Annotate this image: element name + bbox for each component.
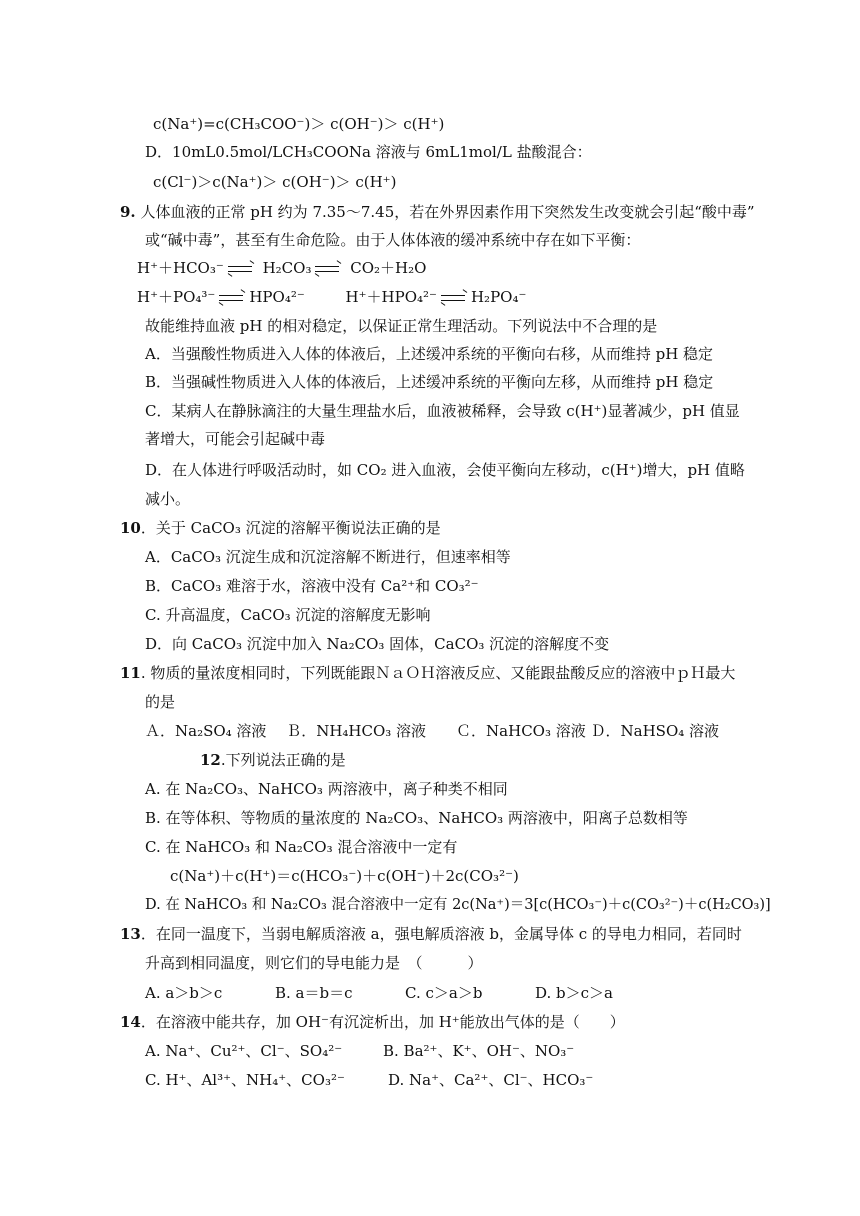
question-12-option-a: A. 在 Na₂CO₃、NaHCO₃ 两溶液中，离子种类不相同 (145, 780, 508, 798)
question-10-number: 10 (120, 519, 141, 537)
question-9-option-c: C．某病人在静脉滴注的大量生理盐水后，血液被稀释，会导致 c(H⁺)显著减少，pH 值显 (145, 402, 740, 420)
question-10-option-a: A．CaCO₃ 沉淀生成和沉淀溶解不断进行，但速率相等 (145, 548, 511, 566)
question-14-number: 14 (120, 1013, 141, 1031)
question-10-stem: 10．关于 CaCO₃ 沉淀的溶解平衡说法正确的是 (120, 519, 441, 537)
question-9-option-d: D．在人体进行呼吸活动时，如 CO₂ 进入血液，会使平衡向左移动，c(H⁺)增大，pH 值略 (145, 461, 745, 479)
question-9-number: 9. (120, 203, 136, 221)
question-14-option-a: A. Na⁺、Cu²⁺、Cl⁻、SO₄²⁻ (145, 1042, 343, 1060)
question-12-option-d: D. 在 NaHCO₃ 和 Na₂CO₃ 混合溶液中一定有 2c(Na⁺)＝3[c(HCO₃⁻)＋c(CO₃²⁻)＋c(H₂CO₃)] (145, 897, 771, 913)
question-13-option-d: D. b＞c＞a (535, 984, 613, 1002)
question-11-stem-2: 的是 (145, 693, 176, 711)
question-11-stem: 11. 物质的量浓度相同时，下列既能跟ＮａＯＨ溶液反应、又能跟盐酸反应的溶液中ｐＨ最大 (120, 664, 736, 682)
option-c-condition: c(Na⁺)=c(CH₃COO⁻)＞ c(OH⁻)＞ c(H⁺) (153, 115, 445, 133)
question-12-number: 12 (200, 751, 221, 769)
question-9-option-a: A．当强酸性物质进入人体的体液后，上述缓冲系统的平衡向右移，从而维持 pH 稳定 (145, 345, 714, 363)
question-10-option-c: C. 升高温度，CaCO₃ 沉淀的溶解度无影响 (145, 606, 431, 624)
option-d-text: D．10mL0.5mol/LCH₃COONa 溶液与 6mL1mol/L 盐酸混合： (145, 143, 592, 161)
question-13-number: 13 (120, 925, 141, 943)
question-13-option-a: A. a＞b＞c (145, 984, 223, 1002)
option-d-condition: c(Cl⁻)＞c(Na⁺)＞ c(OH⁻)＞ c(H⁺) (153, 173, 397, 191)
equilibrium-2: H⁺＋PO₄³⁻ HPO₄²⁻ H⁺＋HPO₄²⁻ H₂PO₄⁻ (137, 288, 527, 306)
equilibrium-1: H⁺＋HCO₃⁻ H₂CO₃ CO₂＋H₂O (137, 259, 427, 277)
question-14-option-c: C. H⁺、Al³⁺、NH₄⁺、CO₃²⁻ (145, 1071, 345, 1089)
question-13-stem: 13．在同一温度下，当弱电解质溶液 a，强电解质溶液 b，金属导体 c 的导电力相同，若同时 (120, 925, 742, 943)
equilibrium-arrow-icon (441, 292, 467, 304)
question-11-number: 11 (120, 664, 141, 682)
question-11-options: Ａ．Na₂SO₄ 溶液 Ｂ．NH₄HCO₃ 溶液 Ｃ．NaHCO₃ 溶液 Ｄ．NaHSO₄ 溶液 (145, 722, 720, 740)
question-14-option-d: D. Na⁺、Ca²⁺、Cl⁻、HCO₃⁻ (388, 1071, 594, 1089)
question-14-option-b: B. Ba²⁺、K⁺、OH⁻、NO₃⁻ (383, 1042, 575, 1060)
question-14-stem: 14．在溶液中能共存，加 OH⁻有沉淀析出，加 H⁺能放出气体的是（ ） (120, 1013, 625, 1031)
question-12-option-c-formula: c(Na⁺)＋c(H⁺)＝c(HCO₃⁻)＋c(OH⁻)＋2c(CO₃²⁻) (170, 867, 519, 885)
question-9-option-b: B．当强碱性物质进入人体的体液后，上述缓冲系统的平衡向左移，从而维持 pH 稳定 (145, 373, 714, 391)
question-12-option-b: B. 在等体积、等物质的量浓度的 Na₂CO₃、NaHCO₃ 两溶液中，阳离子总数相等 (145, 809, 688, 827)
question-10-option-d: D．向 CaCO₃ 沉淀中加入 Na₂CO₃ 固体，CaCO₃ 沉淀的溶解度不变 (145, 635, 610, 653)
question-12-stem: 12.下列说法正确的是 (200, 751, 346, 769)
question-12-option-c: C. 在 NaHCO₃ 和 Na₂CO₃ 混合溶液中一定有 (145, 838, 458, 856)
question-9-option-d-cont: 减小。 (145, 490, 191, 508)
question-13-option-c: C. c＞a＞b (405, 984, 483, 1002)
question-10-option-b: B．CaCO₃ 难溶于水，溶液中没有 Ca²⁺和 CO₃²⁻ (145, 577, 479, 595)
question-9-stem-2: 或“碱中毒”，甚至有生命危险。由于人体体液的缓冲系统中存在如下平衡： (145, 231, 641, 249)
equilibrium-arrow-icon (228, 263, 254, 275)
question-13-stem-2: 升高到相同温度，则它们的导电能力是 （ ） (145, 954, 483, 972)
question-9-option-c-cont: 著增大，可能会引起碱中毒 (145, 430, 326, 448)
question-13-option-b: B. a＝b＝c (275, 984, 353, 1002)
equilibrium-arrow-icon (219, 292, 245, 304)
question-9-stem-3: 故能维持血液 pH 的相对稳定，以保证正常生理活动。下列说法中不合理的是 (145, 317, 658, 335)
question-9-stem: 9. 人体血液的正常 pH 约为 7.35～7.45，若在外界因素作用下突然发生改变就会引起“酸中毒” (120, 203, 755, 221)
equilibrium-arrow-icon (315, 263, 341, 275)
